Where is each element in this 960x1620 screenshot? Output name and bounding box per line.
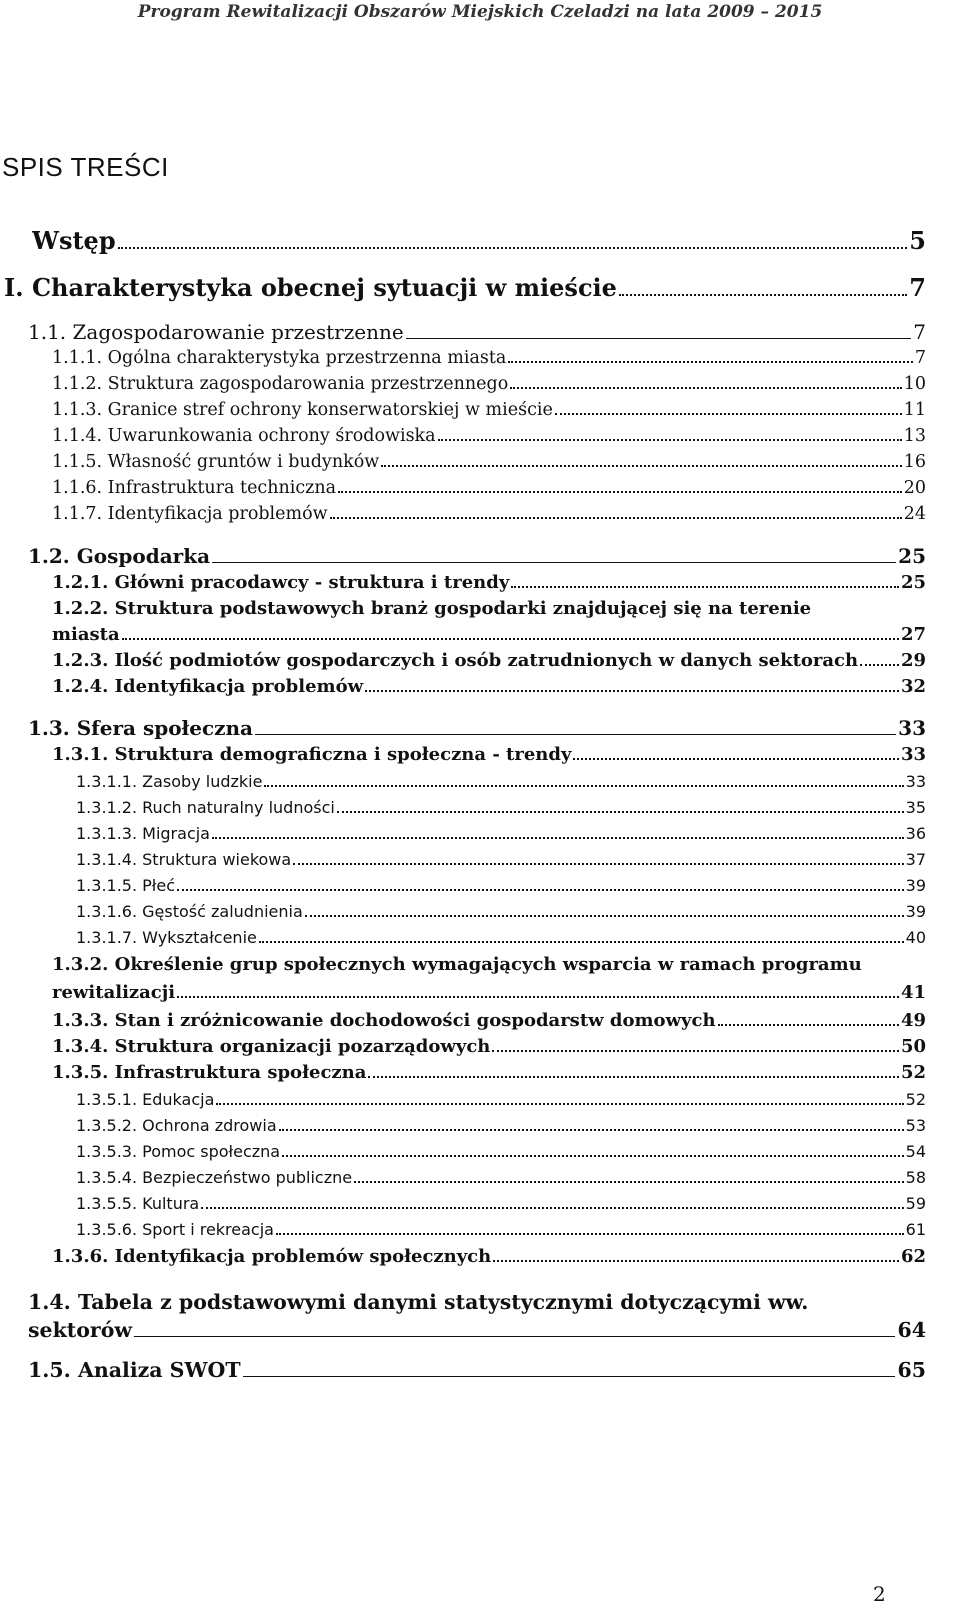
- line-leader: [212, 562, 896, 563]
- dot-leader: [216, 1103, 903, 1105]
- dot-leader: [510, 387, 901, 389]
- dot-leader: [276, 1233, 904, 1235]
- toc-entry-page: 7: [909, 273, 926, 302]
- toc-entry-label-continuation: sektorów: [28, 1318, 133, 1342]
- toc-entry[interactable]: [76, 850, 926, 869]
- toc-entry-label: 1.3.1.7. Wykształcenie: [76, 928, 257, 947]
- dot-leader: [201, 1207, 903, 1209]
- toc-entry-page: 37: [905, 850, 926, 869]
- toc-entry-page: 13: [903, 426, 926, 446]
- toc-entry-page: 33: [900, 744, 926, 765]
- line-leader: [243, 1376, 896, 1377]
- toc-entry-label: 1.3.4. Struktura organizacji pozarządowych: [52, 1036, 491, 1057]
- toc-entry-page: 11: [903, 400, 926, 420]
- toc-entry-label: 1.3.1. Struktura demograficzna i społeczna - trendy: [52, 744, 572, 765]
- toc-entry-label: 1.3.5.6. Sport i rekreacja: [76, 1220, 274, 1239]
- toc-entry-label: 1.1.1. Ogólna charakterystyka przestrzenna miasta: [52, 348, 507, 368]
- toc-entry[interactable]: [52, 426, 926, 446]
- toc-entry-label: 1.2. Gospodarka: [28, 544, 211, 568]
- toc-entry[interactable]: [28, 544, 926, 568]
- toc-entry-label: 1.3.5.2. Ochrona zdrowia: [76, 1116, 277, 1135]
- toc-entry-page: 64: [897, 1318, 926, 1342]
- toc-entry-label: 1.2.4. Identyfikacja problemów: [52, 676, 364, 697]
- toc-entry-page: 16: [903, 452, 926, 472]
- toc-entry[interactable]: [76, 1116, 926, 1135]
- toc-entry-page: 24: [903, 504, 926, 524]
- toc-entry-label: 1.3.1.5. Płeć: [76, 876, 175, 895]
- dot-leader: [259, 941, 904, 943]
- toc-entry[interactable]: [52, 478, 926, 498]
- dot-leader: [508, 361, 913, 363]
- dot-leader: [438, 439, 902, 441]
- dot-leader: [330, 517, 902, 519]
- toc-entry[interactable]: [32, 226, 926, 255]
- toc-entry-label-continuation: miasta: [52, 624, 120, 645]
- toc-entry[interactable]: [52, 1246, 926, 1267]
- toc-entry-page: 7: [913, 320, 926, 344]
- dot-leader: [365, 690, 899, 692]
- toc-entry[interactable]: [76, 772, 926, 791]
- toc-entry[interactable]: [28, 1318, 926, 1342]
- dot-leader: [354, 1181, 904, 1183]
- dot-leader: [718, 1024, 899, 1026]
- dot-leader: [282, 1155, 904, 1157]
- page-number: 2: [873, 1582, 886, 1606]
- toc-entry-label: 1.3.6. Identyfikacja problemów społecznych: [52, 1246, 492, 1267]
- toc-entry-page: 52: [905, 1090, 926, 1109]
- toc-entry-page: 33: [898, 716, 926, 740]
- toc-entry-page: 27: [900, 624, 926, 645]
- toc-entry-label: 1.3.1.1. Zasoby ludzkie: [76, 772, 263, 791]
- toc-entry-page: 25: [898, 544, 926, 568]
- toc-entry-page: 59: [905, 1194, 926, 1213]
- toc-entry[interactable]: [52, 982, 926, 1003]
- toc-entry-label: 1.3.1.2. Ruch naturalny ludności: [76, 798, 335, 817]
- toc-entry[interactable]: [52, 1036, 926, 1057]
- toc-entry-page: 36: [905, 824, 926, 843]
- toc-entry-label: 1.3.5.5. Kultura: [76, 1194, 200, 1213]
- dot-leader: [212, 837, 904, 839]
- toc-entry-page: 39: [905, 902, 926, 921]
- toc-entry-label: 1.3.1.6. Gęstość zaludnienia: [76, 902, 303, 921]
- toc-entry-label: 1.1.5. Własność gruntów i budynków: [52, 452, 380, 472]
- toc-entry[interactable]: [52, 374, 926, 394]
- toc-entry-page: 62: [900, 1246, 926, 1267]
- toc-entry-page: 52: [900, 1062, 926, 1083]
- dot-leader: [368, 1076, 899, 1078]
- toc-entry-page: 35: [905, 798, 926, 817]
- toc-entry[interactable]: [52, 650, 926, 671]
- dot-leader: [573, 758, 898, 760]
- toc-entry[interactable]: [52, 1010, 926, 1031]
- toc-entry-page: 5: [909, 226, 926, 255]
- dot-leader: [337, 811, 904, 813]
- line-leader: [134, 1336, 895, 1337]
- toc-entry-page: 65: [897, 1358, 926, 1382]
- toc-entry-page: 33: [905, 772, 926, 791]
- toc-entry-label: 1.1.4. Uwarunkowania ochrony środowiska: [52, 426, 436, 446]
- dot-leader: [338, 491, 902, 493]
- toc-entry[interactable]: [28, 1358, 926, 1382]
- toc-entry[interactable]: [52, 400, 926, 420]
- toc-entry-label: 1.1.3. Granice stref ochrony konserwatorskiej w mieście: [52, 400, 553, 420]
- dot-leader: [555, 413, 902, 415]
- toc-entry-label: I. Charakterystyka obecnej sytuacji w mieście: [4, 273, 617, 302]
- toc-entry-page: 25: [900, 572, 926, 593]
- toc-entry[interactable]: [52, 624, 926, 645]
- toc-entry-label: 1.3.5.4. Bezpieczeństwo publiczne: [76, 1168, 353, 1187]
- toc-entry-label: 1.3.5.1. Edukacja: [76, 1090, 215, 1109]
- toc-entry-label: 1.5. Analiza SWOT: [28, 1358, 241, 1382]
- toc-entry[interactable]: [76, 1220, 926, 1239]
- toc-entry-label: 1.3.1.4. Struktura wiekowa: [76, 850, 292, 869]
- toc-entry[interactable]: [76, 798, 926, 817]
- toc-entry-label[interactable]: 1.4. Tabela z podstawowymi danymi statystycznymi dotyczącymi ww.: [28, 1290, 809, 1314]
- toc-entry[interactable]: [52, 504, 926, 524]
- toc-entry[interactable]: [28, 320, 926, 344]
- toc-entry-page: 20: [903, 478, 926, 498]
- toc-entry-page: 50: [900, 1036, 926, 1057]
- toc-entry-label: 1.3.3. Stan i zróżnicowanie dochodowości gospodarstw domowych: [52, 1010, 716, 1031]
- toc-entry[interactable]: [52, 348, 926, 368]
- dot-leader: [492, 1050, 899, 1052]
- toc-entry[interactable]: [4, 273, 926, 302]
- toc-entry[interactable]: [76, 1194, 926, 1213]
- toc-entry[interactable]: [28, 716, 926, 740]
- toc-entry-label: 1.3. Sfera społeczna: [28, 716, 253, 740]
- toc-entry-label: 1.1.6. Infrastruktura techniczna: [52, 478, 337, 498]
- toc-entry-page: 10: [903, 374, 926, 394]
- dot-leader: [619, 294, 907, 296]
- toc-entry[interactable]: [76, 928, 926, 947]
- dot-leader: [118, 247, 908, 249]
- toc-entry-page: 40: [905, 928, 926, 947]
- dot-leader: [381, 465, 902, 467]
- toc-entry-label[interactable]: 1.2.2. Struktura podstawowych branż gospodarki znajdującej się na terenie: [52, 598, 812, 619]
- toc-entry[interactable]: [52, 1062, 926, 1083]
- toc-entry[interactable]: [76, 1168, 926, 1187]
- page-title: SPIS TREŚCI: [2, 152, 169, 182]
- toc-entry[interactable]: [76, 876, 926, 895]
- toc-entry-label: 1.1.2. Struktura zagospodarowania przestrzennego: [52, 374, 509, 394]
- dot-leader: [511, 586, 899, 588]
- toc-entry-page: 7: [914, 348, 926, 368]
- dot-leader: [122, 638, 899, 640]
- toc-entry[interactable]: [76, 1090, 926, 1109]
- dot-leader: [264, 785, 903, 787]
- dot-leader: [177, 996, 899, 998]
- dot-leader: [860, 664, 899, 666]
- toc-entry-label: Wstęp: [32, 226, 116, 255]
- toc-entry-label: 1.3.5. Infrastruktura społeczna: [52, 1062, 367, 1083]
- toc-entry-page: 39: [905, 876, 926, 895]
- toc-entry-label: 1.3.5.3. Pomoc społeczna: [76, 1142, 281, 1161]
- toc-entry[interactable]: [76, 1142, 926, 1161]
- toc-entry[interactable]: [76, 902, 926, 921]
- document-header: Program Rewitalizacji Obszarów Miejskich Czeladzi na lata 2009 – 2015: [137, 2, 823, 22]
- toc-entry-page: 49: [900, 1010, 926, 1031]
- dot-leader: [305, 915, 904, 917]
- dot-leader: [293, 863, 903, 865]
- toc-entry-label: 1.2.1. Główni pracodawcy - struktura i trendy: [52, 572, 510, 593]
- toc-entry-page: 41: [900, 982, 926, 1003]
- toc-entry[interactable]: [52, 572, 926, 593]
- dot-leader: [493, 1260, 899, 1262]
- toc-entry-label: 1.1. Zagospodarowanie przestrzenne: [28, 320, 404, 344]
- toc-entry-label-continuation: rewitalizacji: [52, 982, 176, 1003]
- toc-entry-page: 54: [905, 1142, 926, 1161]
- dot-leader: [177, 889, 904, 891]
- line-leader: [255, 734, 896, 735]
- toc-entry-page: 61: [905, 1220, 926, 1239]
- toc-entry-label: 1.1.7. Identyfikacja problemów: [52, 504, 328, 524]
- toc-entry[interactable]: [76, 824, 926, 843]
- toc-entry-page: 58: [905, 1168, 926, 1187]
- toc-entry-label: 1.3.1.3. Migracja: [76, 824, 210, 843]
- toc-entry-label[interactable]: 1.3.2. Określenie grup społecznych wymagających wsparcia w ramach programu: [52, 954, 862, 975]
- dot-leader: [279, 1129, 904, 1131]
- toc-entry[interactable]: [52, 452, 926, 472]
- line-leader: [406, 338, 912, 339]
- toc-entry[interactable]: [52, 676, 926, 697]
- toc-entry-label: 1.2.3. Ilość podmiotów gospodarczych i osób zatrudnionych w danych sektorach: [52, 650, 859, 671]
- toc-entry-page: 29: [900, 650, 926, 671]
- toc-entry[interactable]: [52, 744, 926, 765]
- toc-entry-page: 32: [900, 676, 926, 697]
- toc-entry-page: 53: [905, 1116, 926, 1135]
